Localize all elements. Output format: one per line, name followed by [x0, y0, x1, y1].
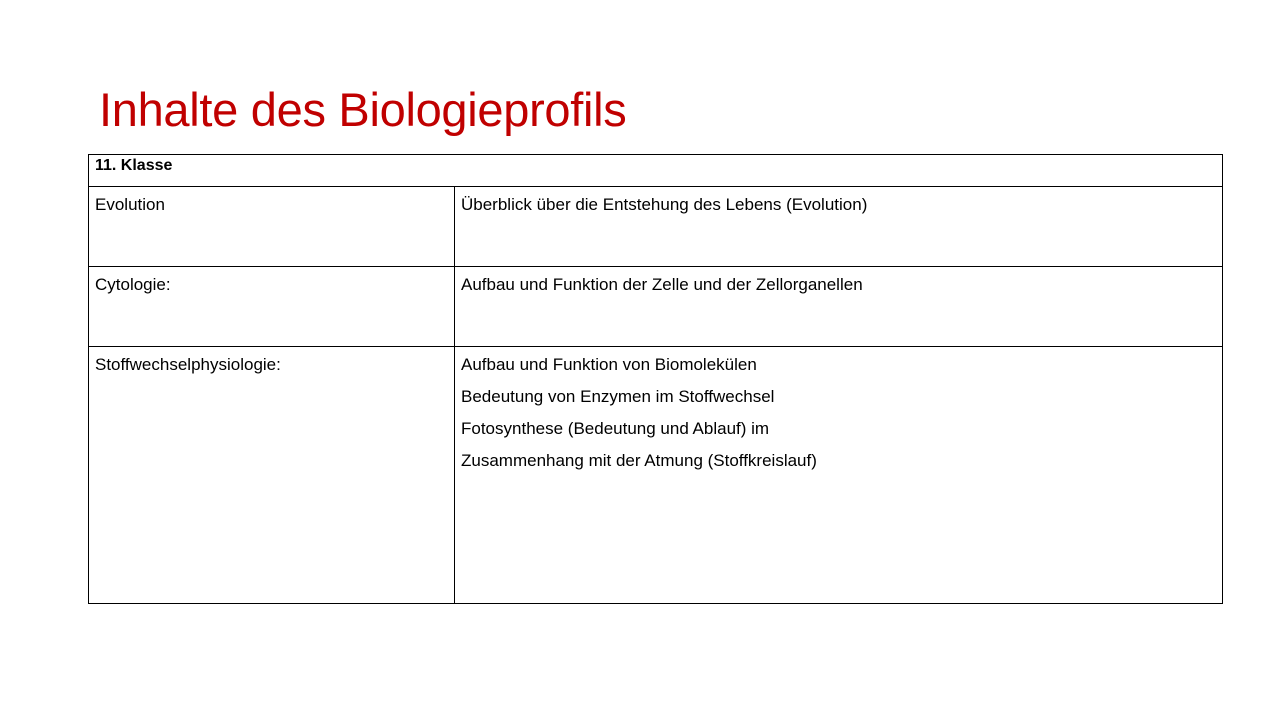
curriculum-table: [88, 154, 1223, 604]
topic-label: Cytologie:: [95, 275, 171, 294]
topic-cell: [89, 347, 455, 604]
table-header-cell: 11. Klasse: [89, 155, 1223, 187]
topic-cell: [89, 187, 455, 267]
table-row: [89, 347, 1223, 604]
content-line: Überblick über die Entstehung des Lebens (Evolution): [461, 195, 868, 214]
content-line: Fotosynthese (Bedeutung und Ablauf) im: [461, 419, 770, 438]
table-header-row: [89, 155, 1223, 187]
content-line: Zusammenhang mit der Atmung (Stoffkreislauf): [461, 451, 817, 470]
content-cell: [455, 267, 1223, 347]
content-cell: [455, 187, 1223, 267]
table-row: [89, 187, 1223, 267]
content-line: Bedeutung von Enzymen im Stoffwechsel: [461, 387, 775, 406]
topic-cell: [89, 267, 455, 347]
topic-label: Evolution: [95, 195, 165, 214]
content-line: Aufbau und Funktion der Zelle und der Zellorganellen: [461, 275, 863, 294]
topic-label: Stoffwechselphysiologie:: [95, 355, 281, 374]
table-row: [89, 267, 1223, 347]
content-line: Aufbau und Funktion von Biomolekülen: [461, 355, 757, 374]
content-cell: [455, 347, 1223, 604]
slide-title: Inhalte des Biologieprofils: [99, 83, 627, 136]
